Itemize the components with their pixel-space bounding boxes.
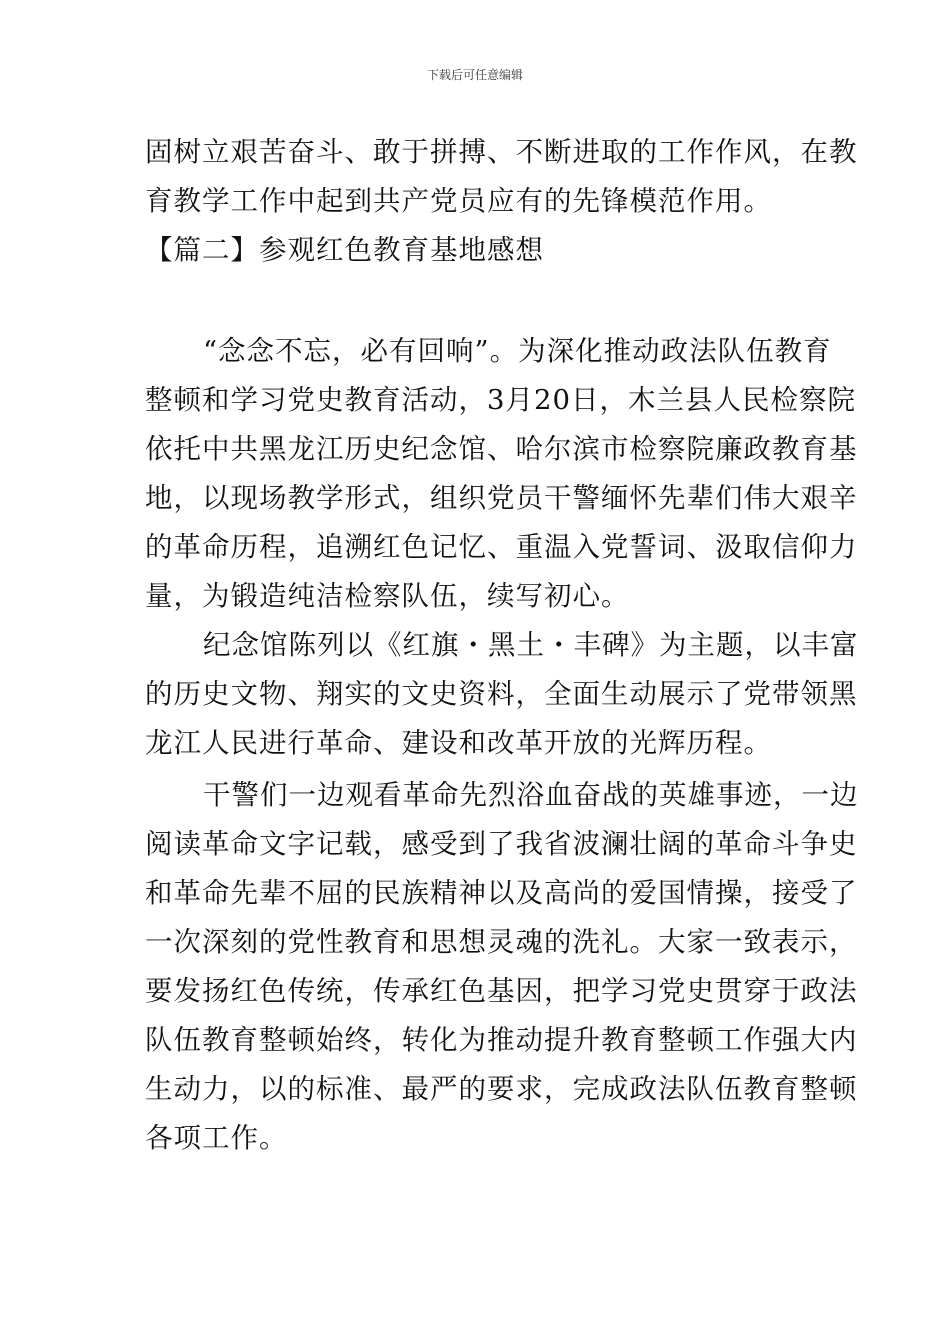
text-line: 龙江人民进行革命、建设和改革开放的光辉历程。 bbox=[145, 727, 772, 759]
page-header-note: 下载后可任意编辑 bbox=[426, 68, 523, 82]
text-line: 依托中共黑龙江历史纪念馆、哈尔滨市检察院廉政教育基 bbox=[145, 433, 858, 465]
text-line: 固树立艰苦奋斗、敢于拼搏、不断进取的工作作风，在教 bbox=[145, 136, 858, 168]
section-heading-text: 【篇二】参观红色教育基地感想 bbox=[145, 234, 544, 266]
text-line: 纪念馆陈列以《红旗・黑土・丰碑》为主题，以丰富 bbox=[203, 629, 859, 661]
text-line: 的历史文物、翔实的文史资料，全面生动展示了党带领黑 bbox=[145, 678, 858, 710]
text-line: 干警们一边观看革命先烈浴血奋战的英雄事迹，一边 bbox=[203, 779, 859, 811]
text-line: 队伍教育整顿始终，转化为推动提升教育整顿工作强大内 bbox=[145, 1024, 858, 1056]
text-line: 育教学工作中起到共产党员应有的先锋模范作用。 bbox=[145, 185, 772, 217]
section-heading bbox=[145, 226, 810, 275]
text-line: 生动力，以的标准、最严的要求，完成政法队伍教育整顿 bbox=[145, 1073, 858, 1105]
text-line: 的革命历程，追溯红色记忆、重温入党誓词、汲取信仰力 bbox=[145, 531, 858, 563]
text-line: 整顿和学习党史教育活动，3月20日，木兰县人民检察院 bbox=[145, 384, 856, 416]
text-line: 阅读革命文字记载，感受到了我省波澜壮阔的革命斗争史 bbox=[145, 828, 858, 860]
text-line: 一次深刻的党性教育和思想灵魂的洗礼。大家一致表示， bbox=[145, 926, 858, 958]
text-line: 量，为锻造纯洁检察队伍，续写初心。 bbox=[145, 580, 630, 612]
paragraph-3 bbox=[145, 771, 859, 1163]
paragraph-1 bbox=[145, 327, 858, 621]
text-line: “念念不忘，必有回响”。为深化推动政法队伍教育 bbox=[203, 335, 832, 367]
text-line: 地，以现场教学形式，组织党员干警缅怀先辈们伟大艰辛 bbox=[145, 482, 858, 514]
paragraph-2 bbox=[145, 621, 859, 768]
text-line: 各项工作。 bbox=[145, 1122, 288, 1154]
text-line: 要发扬红色传统，传承红色基因，把学习党史贯穿于政法 bbox=[145, 975, 858, 1007]
text-line: 和革命先辈不屈的民族精神以及高尚的爱国情操，接受了 bbox=[145, 877, 858, 909]
intro-paragraph bbox=[145, 128, 858, 226]
